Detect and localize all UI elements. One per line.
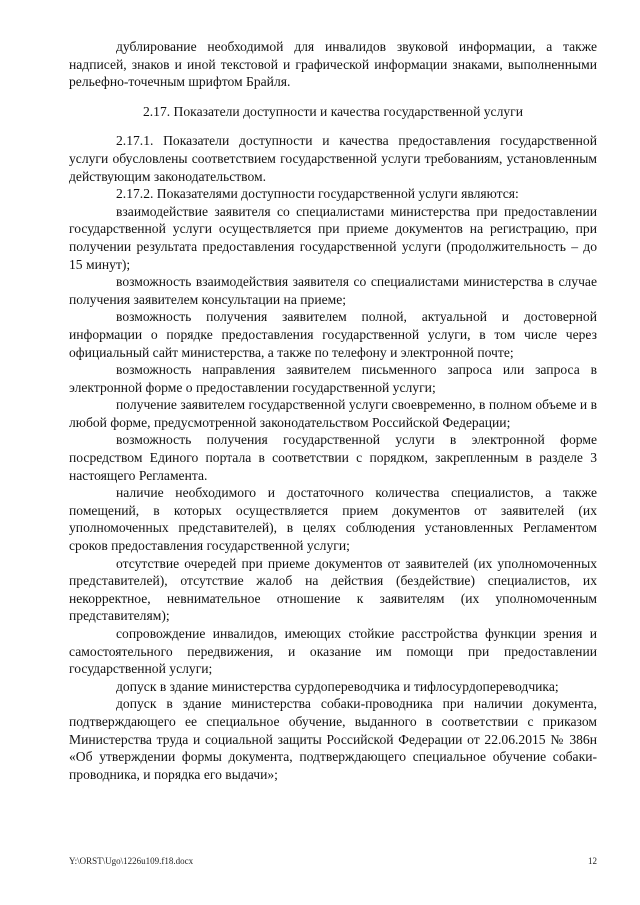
document-page: [69, 38, 597, 783]
list-item-interaction: взаимодействие заявителя со специалистами министерства при предоставлении государственной услуги осуществляется при приеме документов на регистрацию, при получении результата предоставления государственной услуги (продолжительность – до 15 минут);: [69, 203, 597, 272]
list-item-no-queues: отсутствие очередей при приеме документов от заявителей (их уполномоченных представителей), отсутствие жалоб на действия (бездействие) специалистов, их некорректное, невнимательное отношение к заявителям (их уполномоченным представителям);: [69, 555, 597, 624]
spacer: [69, 120, 597, 132]
paragraph-braille: дублирование необходимой для инвалидов звуковой информации, а также надписей, знаков и иной текстовой и графической информации знаками, выполненными рельефно-точечным шрифтом Брайля.: [69, 39, 597, 90]
page-footer: [69, 856, 597, 870]
list-item-guide-dog-access: допуск в здание министерства собаки-проводника при наличии документа, подтверждающего ее специальное обучение, выданного в соответствии с приказом Министерства труда и социальной защиты Российской Федерации от 22.06.2015 № 386н «Об утверждении формы документа, подтверждающего специальное обучение собаки-проводника, и порядка его выдачи»;: [69, 696, 597, 782]
spacer: [69, 91, 597, 103]
list-item-disabled-support: сопровождение инвалидов, имеющих стойкие расстройства функции зрения и самостоятельного передвижения, и оказание им помощи при предоставлении государственной услуги;: [69, 626, 597, 677]
section-heading: 2.17. Показатели доступности и качества государственной услуги: [142, 103, 524, 119]
footer-file-path: Y:\ORST\Ugo\1226u109.f18.docx: [69, 856, 194, 866]
list-item-consultation: возможность взаимодействия заявителя со специалистами министерства в случае получения заявителем консультации на приеме;: [69, 274, 597, 307]
page-number: 12: [588, 856, 597, 866]
list-item-timely-service: получение заявителем государственной услуги своевременно, в полном объеме и в любой форме, предусмотренной законодательством Российской Федерации;: [69, 397, 597, 430]
list-item-staff-premises: наличие необходимого и достаточного количества специалистов, а также помещений, в которых осуществляется прием документов от заявителей (их уполномоченных представителей), в целях соблюдения установленных Регламентом сроков предоставления государственной услуги;: [69, 485, 597, 554]
list-item-information: возможность получения заявителем полной, актуальной и достоверной информации о порядке предоставления государственной услуги, в том числе через официальный сайт министерства, а также по телефону и электронной почте;: [69, 309, 597, 360]
list-item-electronic-form: возможность получения государственной услуги в электронной форме посредством Единого портала в соответствии с порядком, закрепленным в разделе 3 настоящего Регламента.: [69, 432, 597, 483]
list-item-written-request: возможность направления заявителем письменного запроса или запроса в электронной форме о предоставлении государственной услуги;: [69, 362, 597, 395]
paragraph-2-17-1: 2.17.1. Показатели доступности и качества предоставления государственной услуги обусловлены соответствием государственной услуги требованиям, установленным действующим законодательством.: [69, 133, 597, 184]
list-item-interpreter-access: допуск в здание министерства сурдопереводчика и тифлосурдопереводчика;: [116, 678, 559, 694]
paragraph-2-17-2: 2.17.2. Показателями доступности государственной услуги являются:: [116, 186, 519, 202]
